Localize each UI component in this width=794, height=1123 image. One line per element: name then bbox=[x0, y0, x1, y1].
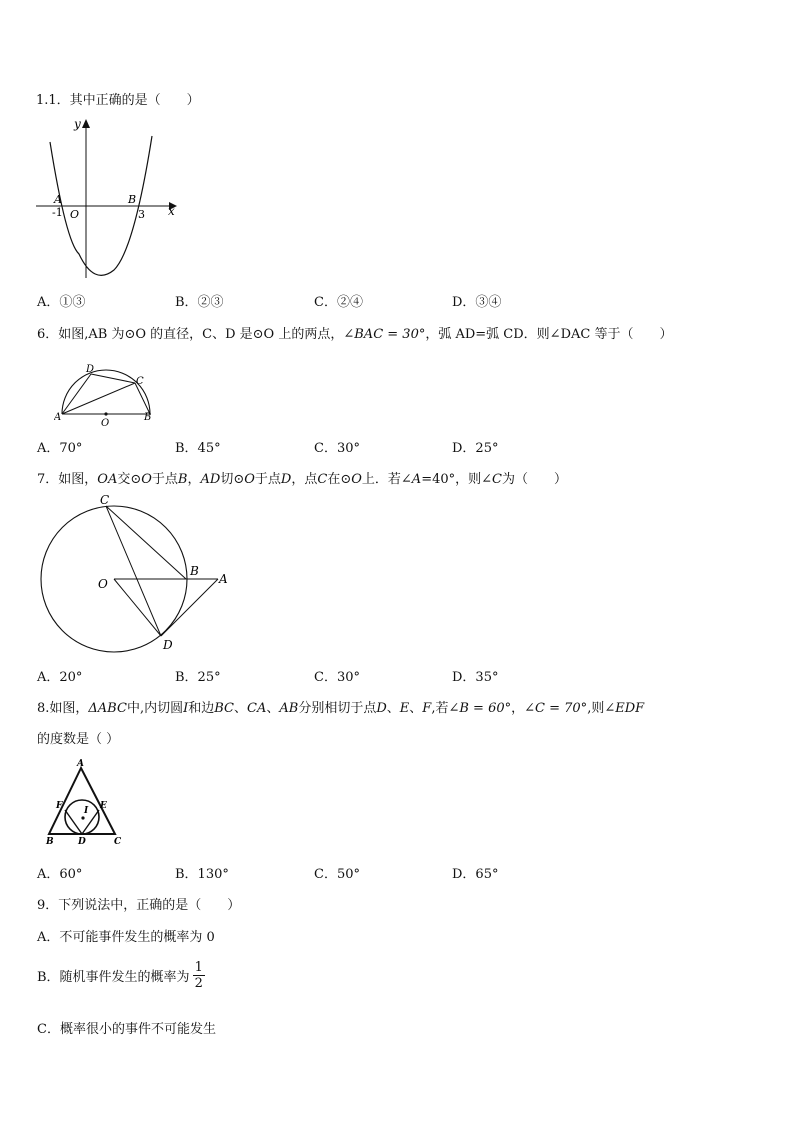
q8-var-ab: AB bbox=[279, 701, 299, 716]
q7-text: 在⊙ bbox=[327, 472, 352, 487]
segment-od bbox=[114, 579, 161, 636]
q6-option-a: A．70° bbox=[37, 441, 83, 456]
q8-text: ， bbox=[511, 701, 525, 716]
q9-fraction-one-half bbox=[193, 960, 205, 991]
point-b-label: B bbox=[128, 193, 137, 206]
q7-option-d: D．35° bbox=[452, 670, 499, 685]
label-o: O bbox=[101, 418, 110, 428]
label-d: D bbox=[163, 638, 173, 652]
q8-text: ,若 bbox=[431, 701, 449, 716]
label-b: B bbox=[190, 564, 199, 578]
q8-text: 和边 bbox=[188, 701, 215, 716]
q6-option-d: D．25° bbox=[452, 441, 499, 456]
q8-text: 、 bbox=[386, 701, 400, 716]
q7-var-o: O bbox=[244, 472, 255, 487]
q7-text: =40°，则∠ bbox=[421, 472, 493, 487]
question-6-stem bbox=[37, 323, 672, 342]
q7-option-b: B．25° bbox=[175, 670, 221, 685]
label-o: O bbox=[98, 577, 108, 591]
q7-text: 上．若∠ bbox=[361, 472, 412, 487]
q5-option-d: D．③④ bbox=[452, 295, 502, 310]
q5-option-c: C．②④ bbox=[314, 295, 363, 310]
q5-option-b: B．②③ bbox=[175, 295, 224, 310]
x-label: x bbox=[168, 204, 175, 218]
q9-option-c: C．概率很小的事件不可能发生 bbox=[37, 1022, 216, 1037]
point-a-label: A bbox=[54, 193, 62, 206]
label-c: C bbox=[100, 493, 110, 507]
q8-triangle-abc: ΔABC bbox=[88, 701, 127, 716]
label-a: A bbox=[77, 759, 84, 769]
incircle-figure bbox=[44, 758, 126, 850]
label-f: F bbox=[56, 801, 63, 811]
parabola-graph bbox=[34, 114, 184, 280]
q8-text: 、 bbox=[409, 701, 423, 716]
tick-minus-1: -1 bbox=[52, 206, 63, 219]
q7-text: 于点 bbox=[254, 472, 281, 487]
label-d: D bbox=[86, 364, 95, 375]
q7-option-c: C．30° bbox=[314, 670, 360, 685]
q7-var-oa: OA bbox=[97, 472, 118, 487]
q7-var-o: O bbox=[141, 472, 152, 487]
q7-var-c: C bbox=[317, 472, 328, 487]
question-9-stem: 9．下列说法中，正确的是（ ） bbox=[37, 898, 241, 913]
label-b: B bbox=[144, 412, 152, 423]
q7-var-d: D bbox=[280, 472, 292, 487]
q7-option-a: A．20° bbox=[37, 670, 83, 685]
segment-df bbox=[65, 810, 82, 834]
q8-angle-b: ∠B = 60° bbox=[448, 701, 512, 716]
label-c: C bbox=[136, 376, 144, 387]
fraction-denominator: 2 bbox=[194, 976, 203, 991]
chord-dc bbox=[91, 374, 135, 383]
semicircle-figure bbox=[54, 362, 158, 428]
q8-angle-edf: ∠EDF bbox=[604, 701, 645, 716]
q7-var-ad: AD bbox=[200, 472, 221, 487]
q8-option-a: A．60° bbox=[37, 867, 83, 882]
q7-text: 切⊙ bbox=[220, 472, 245, 487]
q8-text: 8.如图， bbox=[37, 701, 89, 716]
tick-3: 3 bbox=[138, 208, 145, 221]
q7-text: 7．如图， bbox=[37, 472, 98, 487]
label-c: C bbox=[114, 837, 122, 847]
question-8-stem-line-2: 的度数是（ ） bbox=[37, 732, 120, 747]
q6-angle-bac: ∠BAC = 30° bbox=[343, 327, 426, 342]
label-a: A bbox=[219, 572, 228, 586]
fraction-numerator: 1 bbox=[194, 960, 203, 975]
origin-label: O bbox=[70, 208, 80, 221]
tangent-ad bbox=[161, 579, 218, 636]
label-i: I bbox=[84, 806, 89, 816]
q8-text: ,则 bbox=[587, 701, 605, 716]
y-label: y bbox=[74, 117, 81, 131]
q9-option-a: A．不可能事件发生的概率为 0 bbox=[37, 930, 215, 945]
incenter-dot bbox=[81, 816, 84, 819]
label-a: A bbox=[54, 412, 62, 423]
question-8-stem-line-1 bbox=[37, 697, 644, 716]
q6-stem-part-2: ，弧 AD=弧 CD．则∠DAC 等于（ ） bbox=[425, 327, 673, 342]
q7-text: 交⊙ bbox=[117, 472, 142, 487]
q9-option-b bbox=[37, 960, 205, 991]
label-e: E bbox=[100, 801, 107, 811]
q8-var-d: D bbox=[376, 701, 387, 716]
q7-text: ， bbox=[187, 472, 201, 487]
q7-text: 为（ ） bbox=[501, 472, 567, 487]
q8-text: 、 bbox=[266, 701, 280, 716]
q8-option-c: C．50° bbox=[314, 867, 360, 882]
question-5-stem: 1.1．其中正确的是（ ） bbox=[36, 93, 200, 108]
label-d: D bbox=[78, 837, 86, 847]
y-axis-arrow bbox=[82, 119, 90, 128]
q8-text: 、 bbox=[233, 701, 247, 716]
q8-text: 中,内切圆 bbox=[126, 701, 184, 716]
q8-var-ca: CA bbox=[247, 701, 267, 716]
q7-var-b: B bbox=[177, 472, 188, 487]
segment-cd bbox=[106, 506, 161, 636]
q9-option-b-text: B．随机事件发生的概率为 bbox=[37, 970, 190, 985]
q8-var-i: I bbox=[183, 701, 189, 716]
circle-tangent-figure bbox=[36, 492, 236, 656]
q8-var-bc: BC bbox=[214, 701, 234, 716]
q7-text: ，点 bbox=[291, 472, 318, 487]
q7-var-o: O bbox=[351, 472, 362, 487]
q6-option-c: C．30° bbox=[314, 441, 360, 456]
q8-var-f: F bbox=[422, 701, 432, 716]
q8-option-d: D．65° bbox=[452, 867, 499, 882]
q7-var-c: C bbox=[492, 472, 502, 487]
q8-var-e: E bbox=[399, 701, 410, 716]
q7-var-a: A bbox=[411, 472, 422, 487]
segment-cb bbox=[106, 506, 186, 579]
center-o-dot bbox=[104, 412, 107, 415]
q5-option-a: A．①③ bbox=[37, 295, 86, 310]
q8-angle-c: ∠C = 70° bbox=[524, 701, 588, 716]
question-7-stem bbox=[37, 468, 567, 487]
q8-text: 分别相切于点 bbox=[298, 701, 377, 716]
q6-stem-part-1: 6．如图,AB 为⊙O 的直径，C、D 是⊙O 上的两点， bbox=[37, 327, 344, 342]
q6-option-b: B．45° bbox=[175, 441, 221, 456]
q7-text: 于点 bbox=[151, 472, 178, 487]
label-b: B bbox=[46, 837, 54, 847]
q8-option-b: B．130° bbox=[175, 867, 229, 882]
